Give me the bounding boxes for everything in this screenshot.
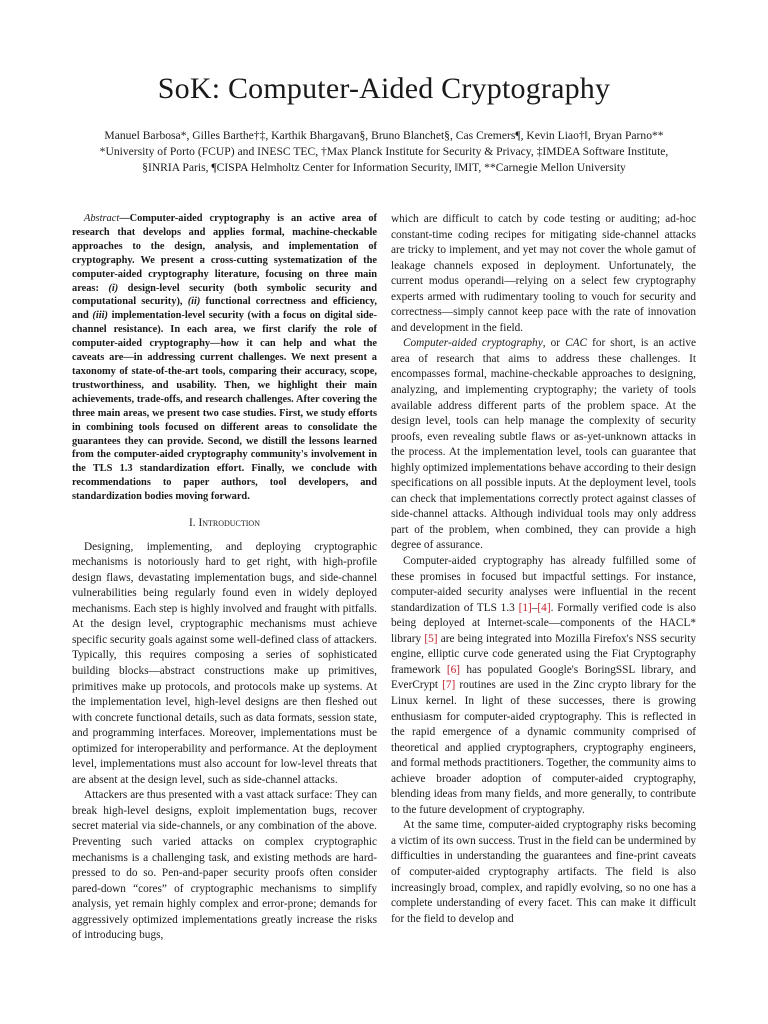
para4-text-b: . Formally verified code is also being deployed at Internet-scale—components of the HACL* library [391, 601, 696, 645]
para4-text-c: are being integrated into Mozilla Firefox's NSS security engine, elliptic curve code generated using the Fiat Cryptography framework [391, 632, 696, 676]
para4-text-e: routines are used in the Zinc crypto library for the Linux kernel. In light of these successes, there is growing enthusiasm for computer-aided cryptography. This is reflected in the rapid emergence of a dynamic community comprised of theoretical and applied cryptographers, cryptography engineers, and formal methods practitioners. Together, the community aims to achieve broader adoption of computer-aided cryptography, blending ideas from many fields, and more generally, to contribute to the future development of cryptography. [391, 679, 696, 816]
para4-text-d: has populated Google's BoringSSL library, and EverCrypt [391, 663, 696, 692]
intro-paragraph-1: Designing, implementing, and deploying cryptographic mechanisms is notoriously hard to get right, with high-profile design flaws, devastating implementation bugs, and side-channel vulnerabilities being regularly found even in widely deployed mechanisms. Each step is highly involved and fraught with pitfalls. At the design level, cryptographic mechanisms must achieve specific security goals against some well-defined class of attackers. Typically, this requires composing a series of sophisticated building blocks—abstract constructions make up primitives, primitives make up protocols, and protocols make up systems. At the implementation level, high-level designs are then fleshed out with concrete functional details, such as data formats, session state, and programming interfaces. Moreover, implementations must be optimized for interoperability and performance. At the deployment level, implementations must also account for low-level threats that are absent at the design level, such as side-channel attacks. [72, 540, 377, 786]
intro-paragraph-2: Attackers are thus presented with a vast attack surface: They can break high-level designs, exploit implementation bugs, recover secret material via side-channels, or any combination of the above. Preventing such varied attacks on complex cryptographic mechanisms is a challenging task, and existing methods are hard-pressed to do so. Pen-and-paper security proofs often consider pared-down “cores” of cryptographic mechanisms to simplify analysis, yet remain highly complex and error-prone; demands for aggressively optimized implementations greatly increase the risks of introducing bugs, [72, 789, 377, 942]
intro-paragraph-2-continued: which are difficult to catch by code testing or auditing; ad-hoc constant-time coding recipes for mitigating side-channel attacks are tricky to implement, and yet may not cover the whole gamut of leakage channels exposed in deployment. Unfortunately, the current modus operandi—relying on a select few cryptography experts armed with rudimentary tooling to vouch for security and correctness—simply cannot keep pace with the rate of innovation and development in the field. [391, 213, 696, 334]
abstract-item-i: (i) [108, 282, 119, 294]
author-list: Manuel Barbosa*, Gilles Barthe†‡, Karthik Bhargavan§, Bruno Blanchet§, Cas Cremers¶, Kevin Liao†‖, Bryan Parno** [104, 129, 664, 142]
abstract-label: Abstract [84, 213, 120, 224]
abstract [72, 212, 377, 504]
citation-dash: – [531, 601, 538, 614]
citation-6[interactable]: [6] [446, 663, 461, 676]
affiliation-line-1: *University of Porto (FCUP) and INESC TEC, †Max Planck Institute for Security & Privacy, ‡IMDEA Software Institute, [99, 145, 669, 158]
cac-term: Computer-aided cryptography [403, 337, 543, 350]
citation-7[interactable]: [7] [442, 679, 456, 692]
abstract-text-2: design-level security (both symbolic security and computational security), [72, 282, 377, 308]
intro-paragraph-5: At the same time, computer-aided cryptography risks becoming a victim of its own success. Trust in the field can be undermined by difficulties in understanding the guarantees and fine-print caveats of computer-aided cryptography artifacts. The field is also increasingly broad, complex, and rapidly evolving, so no one has a complete understanding of every facet. This can make it difficult for the field to develop and [391, 819, 696, 925]
abstract-text-1: —Computer-aided cryptography is an active area of research that develops and applies formal, machine-checkable approaches to the design, analysis, and implementation of cryptography. We present a cross-cutting systematization of the computer-aided cryptography literature, focusing on three main areas: [72, 213, 377, 294]
cac-abbrev: CAC [565, 337, 588, 350]
cac-paragraph-text: for short, is an active area of research that aims to address these challenges. It encompasses formal, machine-checkable approaches to designing, analyzing, and implementing cryptography; the variety of tools available address different parts of the problem space. At the design level, tools can help manage the complexity of security proofs, even revealing subtle flaws or as-yet-unknown attacks in the process. At the implementation level, tools can guarantee that highly optimized implementations behave according to their design specifications on all possible inputs. At the deployment level, tools can check that implementations correctly protect against classes of side-channel attacks. Although individual tools may only address part of the problem, when combined, they can provide a high degree of assurance. [391, 337, 696, 552]
citation-1[interactable]: [1] [518, 601, 532, 614]
section-number: I. [189, 517, 196, 530]
intro-paragraph-4 [391, 554, 696, 818]
abstract-text-3: functional correctness and efficiency, and [72, 296, 377, 322]
cac-or: , or [542, 337, 566, 350]
affiliation-line-2: §INRIA Paris, ¶CISPA Helmholtz Center for Information Security, ‖MIT, **Carnegie Mellon University [142, 161, 626, 174]
section-heading [72, 516, 377, 532]
intro-paragraph-3 [391, 336, 696, 554]
citation-5[interactable]: [5] [424, 632, 438, 645]
abstract-text-4: implementation-level security (with a focus on digital side-channel resistance). In each area, we first clarify the role of computer-aided cryptography—how it can help and what the caveats are—in addressing current challenges. We next present a taxonomy of state-of-the-art tools, comparing their accuracy, scope, trustworthiness, and usability. Then, we highlight their main achievements, trade-offs, and research challenges. After covering the three main areas, we present two case studies. First, we study efforts in combining tools focused on different areas to consolidate the guarantees they can provide. Second, we distill the lessons learned from the computer-aided cryptography community's involvement in the TLS 1.3 standardization effort. Finally, we conclude with recommendations to paper authors, tool developers, and standardization bodies moving forward. [72, 310, 377, 503]
abstract-item-ii: (ii) [187, 296, 201, 308]
left-column [72, 212, 377, 944]
citation-4[interactable]: [4] [537, 601, 551, 614]
section-title: Introduction [198, 517, 260, 530]
para4-text-a: Computer-aided cryptography has already fulfilled some of these promises in focused but impactful settings. For instance, computer-aided security analyses were influential in the recent standardization of TLS 1.3 [391, 555, 696, 614]
paper-title: SoK: Computer-Aided Cryptography [157, 72, 611, 105]
abstract-item-iii: (iii) [92, 310, 108, 322]
right-column [391, 212, 696, 927]
author-block [40, 128, 728, 176]
